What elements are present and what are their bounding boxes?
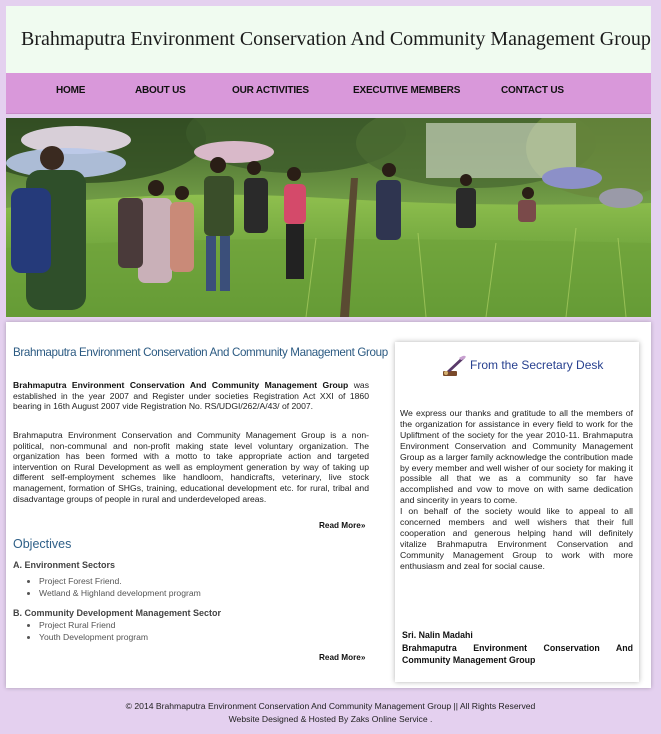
footer-credit: Website Designed & Hosted By Zaks Online Service . bbox=[228, 713, 433, 724]
site-title: Brahmaputra Environment Conservation And Community Management Group bbox=[21, 28, 651, 50]
sector-a-heading: A. Environment Sectors bbox=[13, 560, 116, 570]
site-footer bbox=[0, 700, 661, 725]
nav-our-activities[interactable]: OUR ACTIVITIES bbox=[232, 85, 309, 96]
list-item: • Project Rural Friend bbox=[39, 619, 148, 631]
nav-contact-us[interactable]: CONTACT US bbox=[501, 85, 564, 96]
footer-copyright: © 2014 Brahmaputra Environment Conservation And Community Management Group || All Rights Reserved bbox=[125, 701, 536, 711]
list-item: • Youth Development program bbox=[39, 631, 148, 643]
sector-b-heading: B. Community Development Management Sector bbox=[13, 608, 222, 618]
sector-b-list bbox=[13, 619, 148, 643]
secretary-paragraph-1: We express our thanks and gratitude to all the members of the organization for assistance in every field to work for the Upliftment of the society for the year 2010-11. Brahmaputra Environment Conservation and Community Management Group as a larger family acknowledge the contribution made by every member and well wisher of our society for making it possible all that we as a community so far have accomplished and vow to move on with same dedication and sincerity in years to come. bbox=[400, 408, 633, 506]
main-nav bbox=[6, 73, 651, 114]
objectives-heading: Objectives bbox=[13, 537, 72, 551]
nav-home[interactable]: HOME bbox=[56, 85, 86, 96]
objectives-read-more-link[interactable]: Read More» bbox=[319, 653, 366, 662]
nav-executive-members[interactable]: EXECUTIVE MEMBERS bbox=[353, 85, 461, 96]
secretary-desk-title: From the Secretary Desk bbox=[470, 358, 604, 372]
about-paragraph-1 bbox=[13, 380, 369, 412]
about-org-name: Brahmaputra Environment Conservation And Community Management Group bbox=[13, 380, 349, 390]
list-item: • Project Forest Friend. bbox=[39, 575, 201, 587]
site-header bbox=[6, 6, 651, 73]
secretary-desk-panel bbox=[395, 342, 639, 682]
secretary-signature-org: Brahmaputra Environment Conservation And Community Management Group bbox=[402, 643, 633, 665]
secretary-paragraph-2: I on behalf of the society would like to appeal to all concerned members and well wishers that their full cooperation and generous helping hand will definitely vitalize Brahmaputra Environment Conservation and Community Management Group to work with more enthusiasm and zeal for social cause. bbox=[400, 506, 633, 571]
secretary-message bbox=[400, 408, 633, 572]
list-item: • Wetland & Highland development program bbox=[39, 587, 201, 599]
about-registration-text: was established in the year 2007 and Register under societies Registration Act XXI of 1860 bearing in 16th August 2007 vide Registration No. RS/UDGI/262/A/43/ of 2007. bbox=[13, 380, 369, 412]
quill-pen-icon bbox=[441, 354, 467, 378]
main-content bbox=[6, 322, 651, 688]
about-read-more-link[interactable]: Read More» bbox=[319, 521, 366, 530]
about-heading: Brahmaputra Environment Conservation And Community Management Group bbox=[13, 346, 388, 359]
hero-banner-image bbox=[6, 118, 651, 317]
nav-about-us[interactable]: ABOUT US bbox=[135, 85, 186, 96]
hero-photo bbox=[6, 118, 651, 317]
secretary-signature-name: Sri. Nalin Madahi bbox=[402, 630, 473, 640]
about-paragraph-2: Brahmaputra Environment Conservation and Community Management Group is a non-political, non-communal and non-profit making state level voluntary organization. The organization has been formed with a motto to take appropriate action and targeted intervention on Rural Development as well as employment generation by way of taking up different self-employment schemes like handloom, handicrafts, veterinary, live stock management, formation of SHGs, training, educational development etc. for rural, tribal and disadvantage groups of people in rural and underdeveloped areas. bbox=[13, 430, 369, 504]
sector-a-list bbox=[13, 575, 201, 599]
